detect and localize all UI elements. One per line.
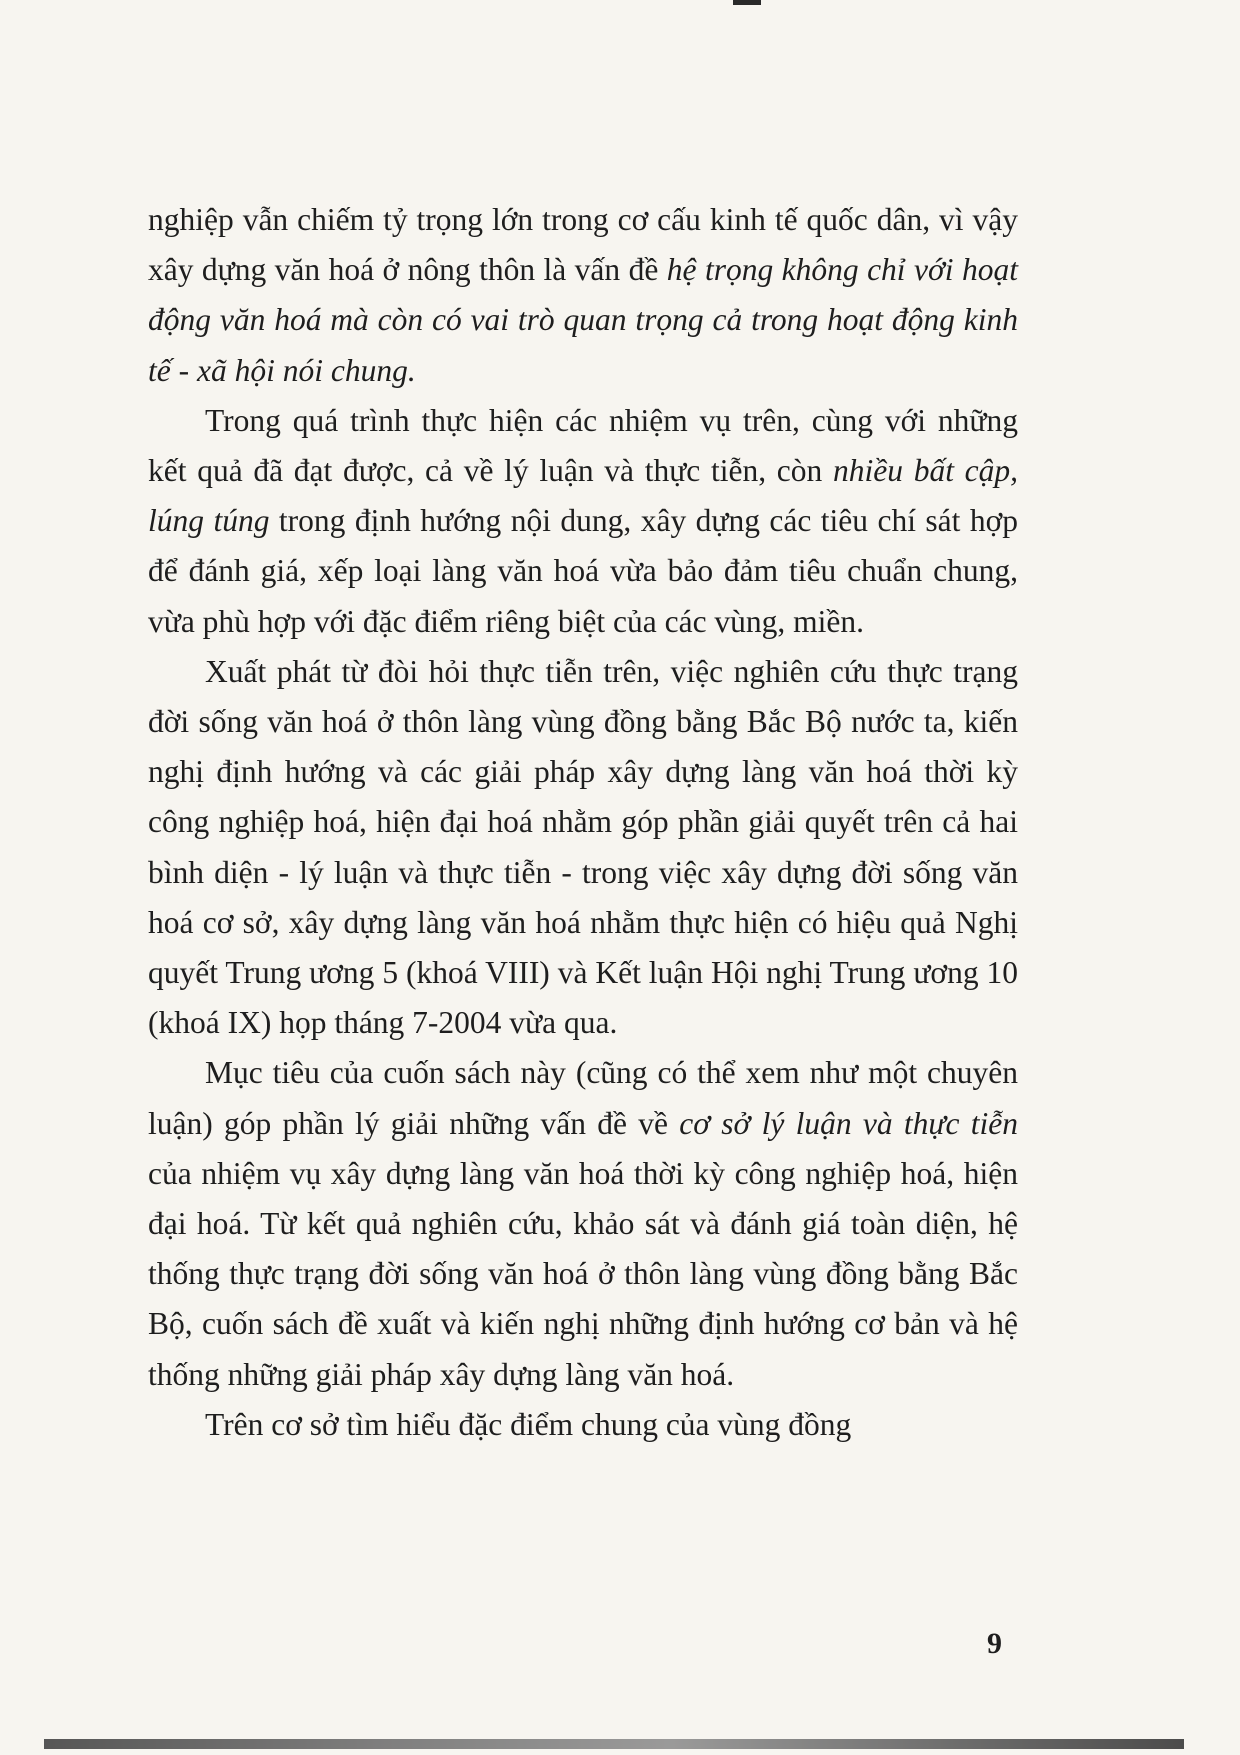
page-number: 9: [987, 1627, 1002, 1660]
text-segment: Trên cơ sở tìm hiểu đặc điểm chung của vùng đồng: [205, 1406, 852, 1442]
italic-text-segment: hệ trọng không chỉ với hoạt động văn hoá mà còn có vai trò quan trọng cả trong hoạt động kinh tế - xã hội nói chung.: [148, 252, 1018, 388]
text-segment: Xuất phát từ đòi hỏi thực tiễn trên, việc nghiên cứu thực trạng đời sống văn hoá ở thôn làng vùng đồng bằng Bắc Bộ nước ta, kiến nghị định hướng và các giải pháp xây dựng làng văn hoá thời kỳ công nghiệp hoá, hiện đại hoá nhằm góp phần giải quyết trên cả hai bình diện - lý luận và thực tiễn - trong việc xây dựng đời sống văn hoá cơ sở, xây dựng làng văn hoá nhằm thực hiện có hiệu quả Nghị quyết Trung ương 5 (khoá VIII) và Kết luận Hội nghị Trung ương 10 (khoá IX) họp tháng 7-2004 vừa qua.: [148, 653, 1018, 1041]
text-segment: Trong quá trình thực hiện các nhiệm vụ trên, cùng với những kết quả đã đạt được, cả về lý luận và thực tiễn, còn: [148, 402, 1018, 489]
scan-mark: [733, 0, 761, 5]
scan-edge: [44, 1739, 1184, 1749]
italic-text-segment: nhiều bất cập, lúng túng: [148, 453, 1019, 539]
text-segment: trong định hướng nội dung, xây dựng các tiêu chí sát hợp để đánh giá, xếp loại làng văn hoá vừa bảo đảm tiêu chuẩn chung, vừa phù hợp với đặc điểm riêng biệt của các vùng, miền.: [148, 503, 1018, 639]
paragraph: [148, 647, 1018, 1049]
paragraph: [148, 195, 1018, 396]
italic-text-segment: cơ sở lý luận và thực tiễn: [679, 1105, 1018, 1141]
body-text: [148, 195, 1018, 1450]
paragraph: [148, 396, 1018, 647]
text-segment: Mục tiêu của cuốn sách này (cũng có thể xem như một chuyên luận) góp phần lý giải những vấn đề về: [148, 1055, 1018, 1141]
paragraph: [148, 1048, 1018, 1399]
paragraph: [148, 1400, 1018, 1450]
text-segment: của nhiệm vụ xây dựng làng văn hoá thời kỳ công nghiệp hoá, hiện đại hoá. Từ kết quả nghiên cứu, khảo sát và đánh giá toàn diện, hệ thống thực trạng đời sống văn hoá ở thôn làng vùng đồng bằng Bắc Bộ, cuốn sách đề xuất và kiến nghị những định hướng cơ bản và hệ thống những giải pháp xây dựng làng văn hoá.: [148, 1155, 1018, 1392]
text-segment: nghiệp vẫn chiếm tỷ trọng lớn trong cơ cấu kinh tế quốc dân, vì vậy xây dựng văn hoá ở nông thôn là vấn đề: [148, 202, 1018, 288]
